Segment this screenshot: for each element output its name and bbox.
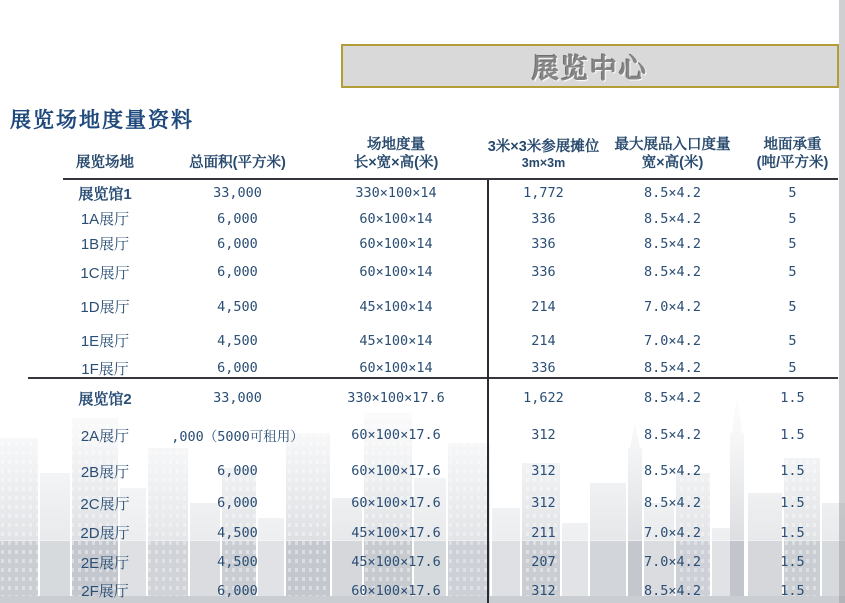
dimensions-cell: 60×100×14 [359, 235, 433, 252]
dimensions-cell: 60×100×17.6 [351, 463, 441, 479]
title-banner [341, 44, 839, 88]
entrance-cell: 8.5×4.2 [644, 360, 701, 376]
booths-cell: 312 [531, 582, 556, 599]
venue-cell: 2A展厅 [80, 427, 130, 445]
entrance-cell: 8.5×4.2 [644, 185, 701, 201]
venue-cell: 1D展厅 [80, 299, 130, 316]
area-cell: 4,500 [217, 298, 258, 315]
entrance-cell: 8.5×4.2 [644, 210, 701, 227]
area-cell: 6,000 [217, 495, 258, 511]
area-cell: 4,500 [217, 332, 258, 349]
venue-cell: 展览馆2 [78, 390, 132, 408]
page-title: 展览中心 [532, 53, 648, 84]
table-row [40, 380, 840, 416]
venue-cell: 2D展厅 [80, 525, 130, 542]
venue-cell: 2B展厅 [80, 463, 130, 481]
area-cell: 4,500 [217, 554, 258, 570]
floor-load-cell: 1.5 [780, 582, 805, 599]
area-cell: 6,000 [217, 264, 258, 280]
entrance-cell: 7.0×4.2 [644, 524, 701, 541]
dimensions-cell: 60×100×14 [359, 264, 433, 280]
floor-load-cell: 5 [788, 210, 797, 227]
table-row [40, 356, 840, 380]
floor-load-cell: 5 [788, 185, 797, 201]
venue-cell: 2E展厅 [80, 554, 130, 572]
entrance-cell: 8.5×4.2 [644, 264, 701, 280]
col-header-dimensions: 场地度量 长×宽×高(米) [353, 136, 439, 171]
dimensions-cell: 60×100×17.6 [351, 495, 441, 511]
table-row [40, 454, 840, 488]
floor-load-cell: 5 [788, 235, 797, 252]
booths-cell: 336 [531, 360, 556, 376]
col-header-venue: 展览场地 [76, 154, 134, 171]
area-cell: ,000（5000可租用） [171, 429, 304, 445]
floor-load-cell: 1.5 [780, 390, 805, 406]
entrance-cell: 8.5×4.2 [644, 495, 701, 511]
table-row [40, 180, 840, 206]
table-row [40, 547, 840, 577]
floor-load-cell: 5 [788, 264, 797, 280]
booths-cell: 207 [531, 554, 556, 570]
dimensions-cell: 45×100×14 [359, 298, 433, 315]
area-cell: 6,000 [217, 360, 258, 376]
venue-cell: 2F展厅 [81, 583, 129, 600]
table-row [40, 256, 840, 288]
area-cell: 6,000 [217, 582, 258, 599]
booths-cell: 336 [531, 264, 556, 280]
table-row [40, 416, 840, 454]
section-heading: 展览场地度量资料 [10, 109, 194, 132]
table-row [40, 518, 840, 547]
dimensions-cell: 45×100×17.6 [351, 524, 441, 541]
col-header-area: 总面积(平方米) [189, 154, 286, 171]
floor-load-cell: 1.5 [780, 427, 805, 443]
dimensions-cell: 330×100×17.6 [347, 390, 445, 406]
entrance-cell: 8.5×4.2 [644, 390, 701, 406]
venue-cell: 2C展厅 [80, 495, 130, 513]
booths-cell: 1,772 [523, 185, 564, 201]
floor-load-cell: 1.5 [780, 463, 805, 479]
floor-load-cell: 5 [788, 332, 797, 349]
venue-cell: 1F展厅 [81, 360, 129, 378]
dimensions-cell: 60×100×17.6 [351, 427, 441, 443]
floor-load-cell: 1.5 [780, 495, 805, 511]
floor-load-cell: 1.5 [780, 524, 805, 541]
entrance-cell: 7.0×4.2 [644, 554, 701, 570]
venue-cell: 展览馆1 [78, 185, 132, 203]
booths-cell: 336 [531, 235, 556, 252]
area-cell: 6,000 [217, 210, 258, 227]
dimensions-cell: 45×100×14 [359, 332, 433, 349]
floor-load-cell: 5 [788, 298, 797, 315]
venue-cell: 1A展厅 [80, 211, 130, 228]
table-row [40, 206, 840, 231]
dimensions-cell: 60×100×17.6 [351, 582, 441, 599]
booths-cell: 312 [531, 427, 556, 443]
entrance-cell: 8.5×4.2 [644, 463, 701, 479]
entrance-cell: 8.5×4.2 [644, 427, 701, 443]
venue-cell: 1C展厅 [80, 264, 130, 282]
entrance-cell: 7.0×4.2 [644, 298, 701, 315]
venue-cell: 1E展厅 [80, 333, 130, 350]
area-cell: 33,000 [213, 390, 262, 406]
booths-cell: 312 [531, 463, 556, 479]
right-edge-strip [839, 0, 845, 603]
entrance-cell: 8.5×4.2 [644, 582, 701, 599]
booths-cell: 214 [531, 332, 556, 349]
col-header-booths: 3米×3米参展摊位 3m×3m [487, 139, 600, 171]
area-cell: 6,000 [217, 235, 258, 252]
area-cell: 4,500 [217, 524, 258, 541]
dimensions-cell: 45×100×17.6 [351, 554, 441, 570]
booths-cell: 312 [531, 495, 556, 511]
booths-cell: 336 [531, 210, 556, 227]
venue-table [40, 135, 840, 603]
col-header-floor-load: 地面承重 (吨/平方米) [756, 136, 829, 171]
table-row [40, 488, 840, 518]
venue-cell: 1B展厅 [80, 236, 130, 253]
table-row [40, 577, 840, 603]
booths-cell: 1,622 [523, 390, 564, 406]
table-row [40, 288, 840, 325]
booths-cell: 211 [531, 524, 556, 541]
entrance-cell: 8.5×4.2 [644, 235, 701, 252]
floor-load-cell: 5 [788, 360, 797, 376]
floor-load-cell: 1.5 [780, 554, 805, 570]
table-header-row [40, 135, 840, 180]
dimensions-cell: 60×100×14 [359, 210, 433, 227]
area-cell: 33,000 [213, 185, 262, 201]
dimensions-cell: 60×100×14 [359, 360, 433, 376]
table-row [40, 325, 840, 356]
entrance-cell: 7.0×4.2 [644, 332, 701, 349]
booths-cell: 214 [531, 298, 556, 315]
table-row [40, 231, 840, 256]
dimensions-cell: 330×100×14 [355, 185, 437, 201]
col-header-entrance: 最大展品入口度量 宽×高(米) [614, 136, 731, 171]
area-cell: 6,000 [217, 463, 258, 479]
